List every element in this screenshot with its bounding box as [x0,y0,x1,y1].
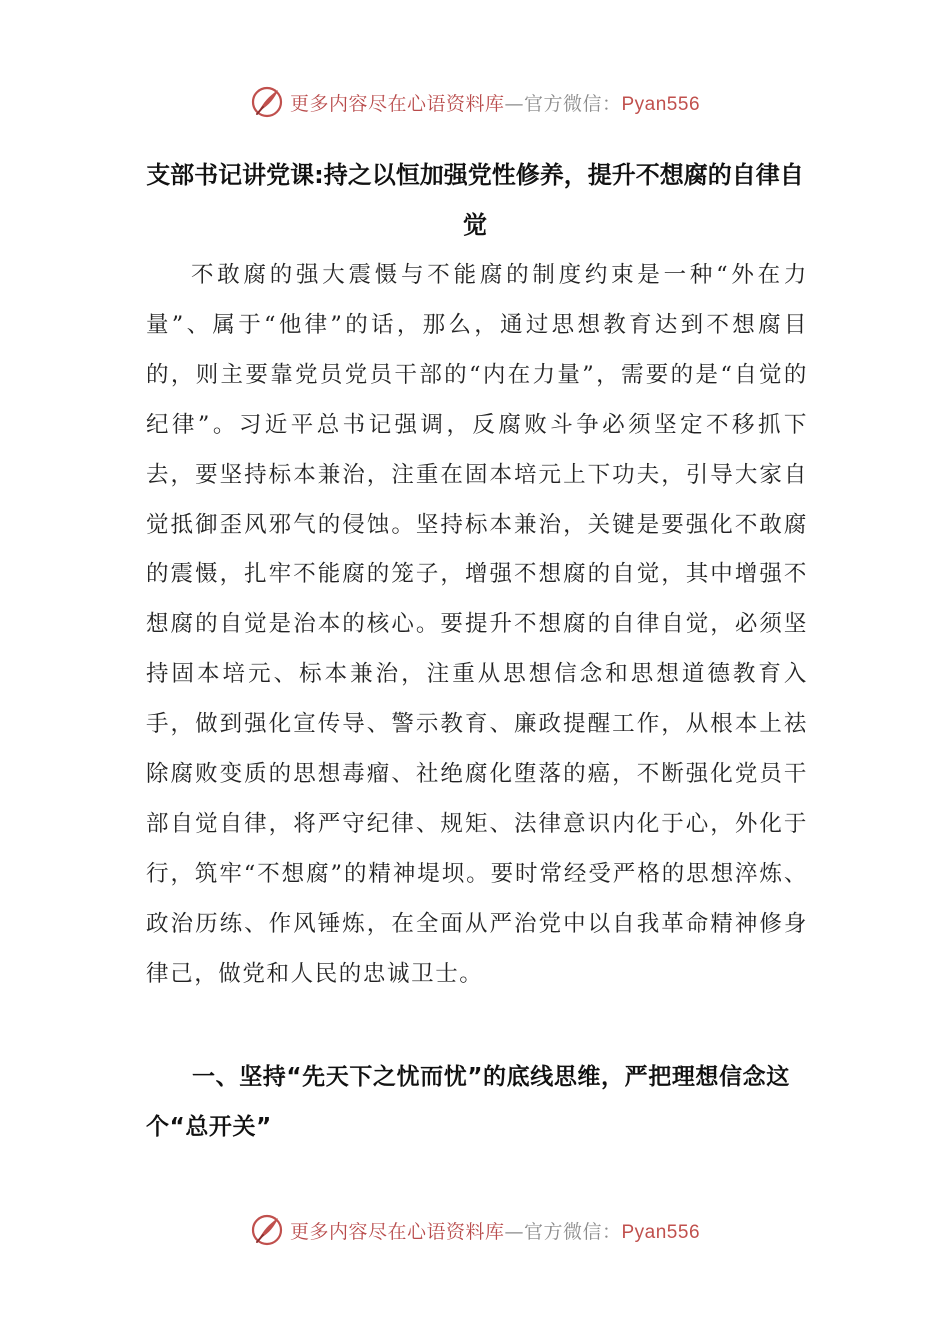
watermark-text [290,1217,700,1244]
footer-watermark-banner [0,1210,950,1250]
wechat-label: 官方微信： [523,1220,622,1243]
document-title: 支部书记讲党课:持之以恒加强党性修养，提升不想腐的自律自觉 [146,161,804,239]
wechat-label: 官方微信： [523,92,622,115]
separator: — [504,1220,524,1243]
section-heading: 一、坚持“先天下之忧而忧”的底线思维，严把理想信念这个“总开关” [146,1064,790,1140]
wechat-id: Pyan556 [621,1221,701,1243]
site-name: 更多内容尽在心语资料库 [289,1220,505,1243]
watermark-text [290,89,700,116]
wechat-id: Pyan556 [621,93,701,115]
separator: — [504,92,524,115]
quill-pen-logo-icon [250,1213,284,1247]
site-name: 更多内容尽在心语资料库 [289,92,505,115]
quill-pen-logo-icon [250,85,284,119]
body-paragraph: 不敢腐的强大震慑与不能腐的制度约束是一种“外在力量”、属于“他律”的话，那么，通过思想教育达到不想腐目的，则主要靠党员党员干部的“内在力量”，需要的是“自觉的纪律”。习近平总书记强调，反腐败斗争必须坚定不移抓下去，要坚持标本兼治，注重在固本培元上下功夫，引导大家自觉抵御歪风邪气的侵蚀。坚持标本兼治，关键是要强化不敢腐的震慑，扎牢不能腐的笼子，增强不想腐的自觉，其中增强不想腐的自觉是治本的核心。要提升不想腐的自律自觉，必须坚持固本培元、标本兼治，注重从思想信念和思想道德教育入手，做到强化宣传导、警示教育、廉政提醒工作，从根本上祛除腐败变质的思想毒瘤、社绝腐化堕落的癌，不断强化党员干部自觉自律，将严守纪律、规矩、法律意识内化于心，外化于行，筑牢“不想腐”的精神堤坝。要时常经受严格的思想淬炼、政治历练、作风锤炼，在全面从严治党中以自我革命精神修身律己，做党和人民的忠诚卫士。 [146,262,808,987]
header-watermark-banner [0,82,950,122]
